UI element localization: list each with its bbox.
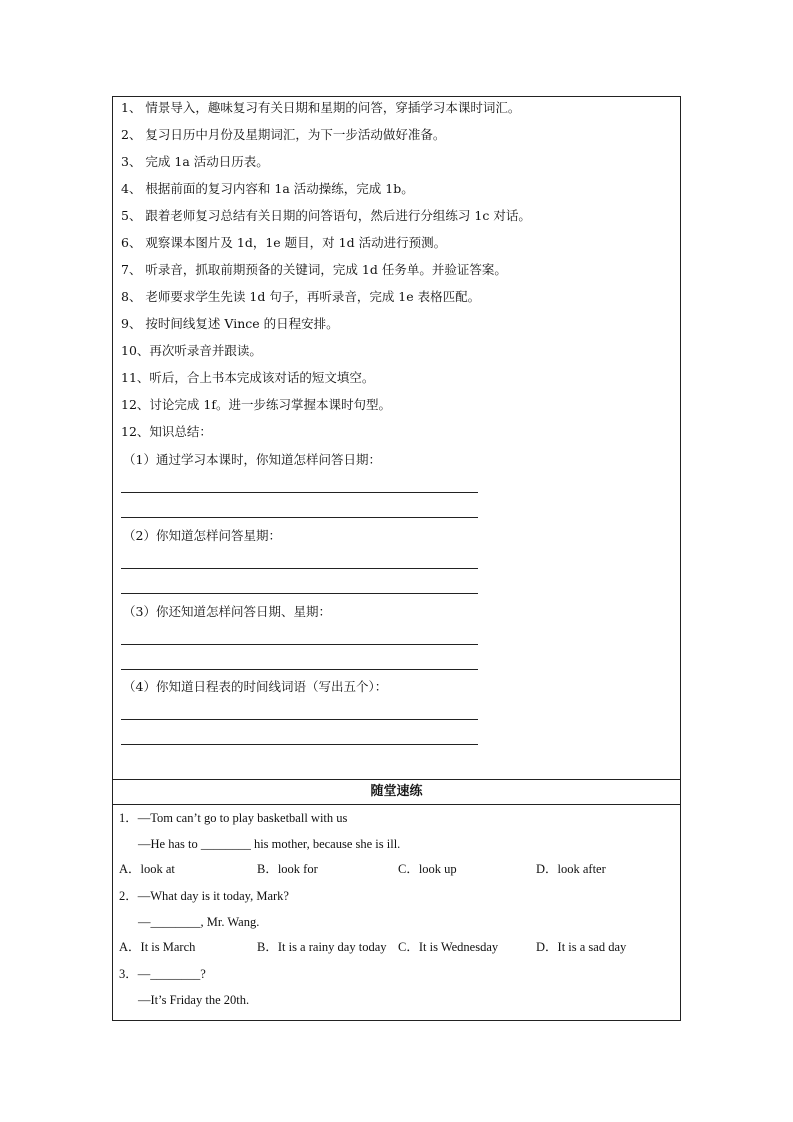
practice-title: 随堂速练	[113, 780, 680, 805]
lesson-table	[112, 96, 681, 1021]
question-2-option-c[interactable]: C．It is Wednesday	[398, 940, 499, 954]
question-1-prompt: 1．—Tom can’t go to play basketball with us	[119, 811, 348, 825]
step-10: 10、再次听录音并跟读。	[121, 343, 262, 358]
step-12: 12、讨论完成 1f。进一步练习掌握本课时句型。	[121, 397, 391, 412]
practice-section	[113, 805, 680, 1021]
answer-line[interactable]	[121, 517, 478, 518]
step-4: 4、 根据前面的复习内容和 1a 活动操练，完成 1b。	[121, 181, 414, 196]
question-2-prompt: 2．—What day is it today, Mark?	[119, 889, 289, 903]
question-1-response: —He has to ________ his mother, because she is ill.	[138, 837, 401, 851]
step-2: 2、 复习日历中月份及星期词汇，为下一步活动做好准备。	[121, 127, 446, 142]
summary-question-3: （3）你还知道怎样问答日期、星期：	[123, 604, 331, 619]
question-3-prompt: 3．—________?	[119, 967, 206, 981]
step-5: 5、 跟着老师复习总结有关日期的问答语句，然后进行分组练习 1c 对话。	[121, 208, 531, 223]
step-8: 8、 老师要求学生先读 1d 句子，再听录音，完成 1e 表格匹配。	[121, 289, 481, 304]
summary-question-2: （2）你知道怎样问答星期：	[123, 528, 281, 543]
question-2-option-d[interactable]: D．It is a sad day	[536, 940, 627, 954]
question-2-response: —________, Mr. Wang.	[138, 915, 260, 929]
answer-line[interactable]	[121, 644, 478, 645]
question-3-response: —It’s Friday the 20th.	[138, 993, 250, 1007]
answer-line[interactable]	[121, 719, 478, 720]
procedure-section	[113, 97, 680, 780]
question-1-option-d[interactable]: D．look after	[536, 862, 606, 876]
summary-question-4: （4）你知道日程表的时间线词语（写出五个）：	[123, 679, 388, 694]
question-2-option-b[interactable]: B．It is a rainy day today	[257, 940, 387, 954]
answer-line[interactable]	[121, 744, 478, 745]
step-13-summary-heading: 12、知识总结：	[121, 424, 212, 439]
step-3: 3、 完成 1a 活动日历表。	[121, 154, 269, 169]
answer-line[interactable]	[121, 492, 478, 493]
question-1-option-c[interactable]: C．look up	[398, 862, 457, 876]
question-1-option-a[interactable]: A．look at	[119, 862, 175, 876]
step-7: 7、 听录音，抓取前期预备的关键词，完成 1d 任务单。并验证答案。	[121, 262, 507, 277]
question-2-option-a[interactable]: A．It is March	[119, 940, 196, 954]
step-9: 9、 按时间线复述 Vince 的日程安排。	[121, 316, 339, 331]
answer-line[interactable]	[121, 568, 478, 569]
question-1-option-b[interactable]: B．look for	[257, 862, 318, 876]
step-6: 6、 观察课本图片及 1d，1e 题目，对 1d 活动进行预测。	[121, 235, 447, 250]
step-1: 1、 情景导入，趣味复习有关日期和星期的问答，穿插学习本课时词汇。	[121, 100, 521, 115]
step-11: 11、听后，合上书本完成该对话的短文填空。	[121, 370, 375, 385]
answer-line[interactable]	[121, 593, 478, 594]
summary-question-1: （1）通过学习本课时，你知道怎样问答日期：	[123, 452, 381, 467]
answer-line[interactable]	[121, 669, 478, 670]
